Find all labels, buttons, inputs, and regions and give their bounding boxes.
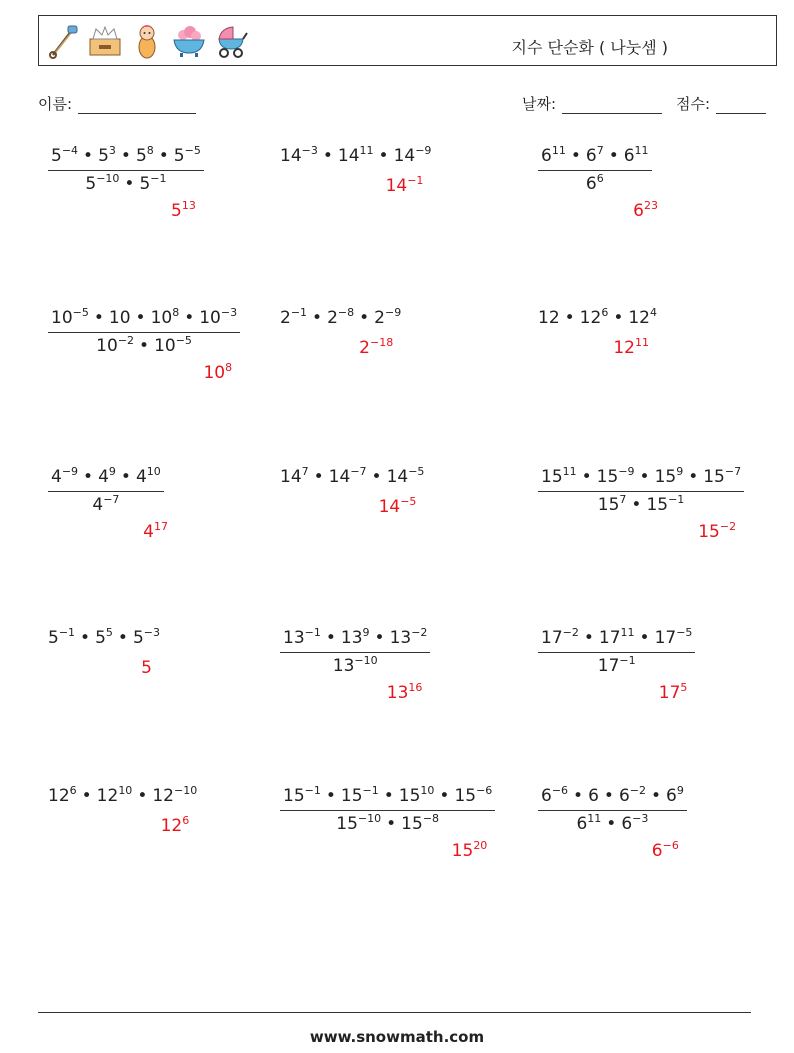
answer xyxy=(171,201,196,221)
exponent: 8 xyxy=(146,144,154,157)
fraction xyxy=(48,146,204,194)
exponent: 5 xyxy=(105,626,113,639)
base: 12 xyxy=(152,786,174,806)
base: 5 xyxy=(85,174,97,194)
footer-website: www.snowmath.com xyxy=(309,1028,485,1046)
denominator xyxy=(280,810,495,834)
problem-expression xyxy=(538,467,744,515)
exponent: 11 xyxy=(620,626,635,639)
base: 2 xyxy=(327,308,338,328)
base: 10 xyxy=(154,336,176,356)
fraction xyxy=(280,786,495,834)
numerator xyxy=(538,786,687,810)
multiply-dot: • xyxy=(93,308,104,328)
base: 10 xyxy=(108,308,131,328)
answer xyxy=(659,683,688,703)
date-blank[interactable] xyxy=(562,97,662,114)
exponent: 8 xyxy=(225,361,233,374)
exponent: 9 xyxy=(362,626,370,639)
problem-expression xyxy=(280,467,424,487)
numerator xyxy=(48,308,240,332)
base: 4 xyxy=(51,467,62,487)
exponent: −2 xyxy=(719,520,737,533)
multiply-dot: • xyxy=(581,467,592,487)
exponent: −10 xyxy=(357,812,382,825)
base: 14 xyxy=(385,176,408,196)
base: 5 xyxy=(141,658,152,678)
name-field xyxy=(38,93,196,114)
multiply-dot: • xyxy=(120,467,131,487)
base: 2 xyxy=(374,308,385,328)
multiply-dot: • xyxy=(583,628,594,648)
answer xyxy=(386,176,424,196)
denominator xyxy=(538,652,695,676)
base: 10 xyxy=(150,308,173,328)
exponent: 6 xyxy=(596,172,604,185)
fraction xyxy=(538,146,652,194)
base: 5 xyxy=(135,146,147,166)
exponent: 10 xyxy=(146,465,161,478)
exponent: −5 xyxy=(72,306,89,319)
denominator xyxy=(48,332,240,356)
date-field xyxy=(522,93,662,114)
exponent: 16 xyxy=(408,681,423,694)
problem-expression xyxy=(538,146,652,194)
base: 6 xyxy=(621,814,633,834)
multiply-dot: • xyxy=(688,467,699,487)
exponent: 7 xyxy=(619,493,627,506)
exponent: 6 xyxy=(601,306,609,319)
base: 15 xyxy=(283,786,305,806)
exponent: 11 xyxy=(634,336,649,349)
baby-bath-icon xyxy=(171,23,207,59)
base: 14 xyxy=(378,497,401,517)
multiply-dot: • xyxy=(83,467,94,487)
base: 15 xyxy=(340,786,363,806)
exponent: 10 xyxy=(420,784,435,797)
multiply-dot: • xyxy=(639,467,650,487)
fraction xyxy=(538,628,695,676)
base: 6 xyxy=(585,174,597,194)
problem-expression xyxy=(538,308,657,328)
exponent: −5 xyxy=(400,495,417,508)
base: 6 xyxy=(618,786,630,806)
multiply-dot: • xyxy=(139,336,150,356)
multiply-dot: • xyxy=(650,786,662,806)
exponent: −10 xyxy=(354,654,378,667)
denominator xyxy=(538,491,744,515)
score-blank[interactable] xyxy=(716,97,766,114)
base: 10 xyxy=(199,308,221,328)
base: 12 xyxy=(628,308,650,328)
exponent: −9 xyxy=(384,306,402,319)
product xyxy=(280,467,424,487)
exponent: 17 xyxy=(154,520,168,533)
base: 13 xyxy=(283,628,305,648)
base: 6 xyxy=(588,786,599,806)
exponent: −3 xyxy=(301,144,318,157)
base: 17 xyxy=(658,683,681,703)
base: 12 xyxy=(48,786,70,806)
multiply-dot: • xyxy=(124,174,135,194)
base: 15 xyxy=(336,814,358,834)
multiply-dot: • xyxy=(359,308,370,328)
base: 15 xyxy=(703,467,725,487)
exponent: −3 xyxy=(143,626,160,639)
exponent: 6 xyxy=(182,814,190,827)
problem-expression xyxy=(538,786,687,834)
multiply-dot: • xyxy=(573,786,584,806)
multiply-dot: • xyxy=(378,146,389,166)
multiply-dot: • xyxy=(80,628,91,648)
denominator xyxy=(48,170,204,194)
exponent: −9 xyxy=(61,465,79,478)
exponent: 11 xyxy=(587,812,602,825)
base: 4 xyxy=(143,522,154,542)
base: 5 xyxy=(173,146,185,166)
multiply-dot: • xyxy=(606,814,617,834)
exponent: −10 xyxy=(96,172,120,185)
exponent: −10 xyxy=(173,784,198,797)
denominator xyxy=(538,810,687,834)
base: 15 xyxy=(541,467,563,487)
base: 13 xyxy=(340,628,363,648)
base: 5 xyxy=(139,174,151,194)
base: 12 xyxy=(160,816,183,836)
base: 17 xyxy=(654,628,677,648)
base: 5 xyxy=(48,628,59,648)
exponent: −1 xyxy=(668,493,685,506)
exponent: −18 xyxy=(369,336,394,349)
numerator xyxy=(48,467,164,491)
base: 14 xyxy=(328,467,351,487)
exponent: −6 xyxy=(662,839,679,852)
answer xyxy=(141,658,152,678)
numerator xyxy=(538,628,695,652)
base: 6 xyxy=(541,146,552,166)
exponent: −7 xyxy=(103,493,120,506)
exponent: 11 xyxy=(562,465,577,478)
name-label: 이름: xyxy=(38,95,73,113)
multiply-dot: • xyxy=(371,467,382,487)
exponent: 20 xyxy=(473,839,488,852)
numerator xyxy=(280,786,495,810)
exponent: −9 xyxy=(415,144,432,157)
answer xyxy=(359,338,393,358)
exponent: −5 xyxy=(175,334,192,347)
exponent: −1 xyxy=(304,784,321,797)
answer xyxy=(452,841,488,861)
base: 4 xyxy=(92,495,104,515)
answer xyxy=(698,522,736,542)
exponent: −3 xyxy=(220,306,238,319)
base: 13 xyxy=(386,683,409,703)
exponent: 5 xyxy=(680,681,688,694)
multiply-dot: • xyxy=(639,628,650,648)
date-label: 날짜: xyxy=(522,95,557,113)
problem-expression xyxy=(280,786,495,834)
base: 6 xyxy=(576,814,588,834)
base: 14 xyxy=(393,146,416,166)
base: 15 xyxy=(597,495,620,515)
multiply-dot: • xyxy=(374,628,385,648)
tissue-box-icon xyxy=(87,23,123,59)
exponent: −3 xyxy=(632,812,649,825)
exponent: 3 xyxy=(108,144,116,157)
exponent: −2 xyxy=(562,626,579,639)
multiply-dot: • xyxy=(564,308,575,328)
base: 5 xyxy=(95,628,106,648)
exponent: −4 xyxy=(61,144,79,157)
baby-stroller-icon xyxy=(213,23,249,59)
footer-divider xyxy=(38,1012,751,1013)
multiply-dot: • xyxy=(117,628,128,648)
base: 15 xyxy=(454,786,477,806)
answer xyxy=(387,683,423,703)
multiply-dot: • xyxy=(184,308,195,328)
answer xyxy=(161,816,190,836)
multiply-dot: • xyxy=(313,467,324,487)
base: 15 xyxy=(401,814,423,834)
base: 12 xyxy=(579,308,602,328)
product xyxy=(538,308,657,328)
fraction xyxy=(48,308,240,356)
name-blank[interactable] xyxy=(78,97,196,114)
base: 13 xyxy=(332,656,355,676)
base: 12 xyxy=(96,786,119,806)
multiply-dot: • xyxy=(312,308,323,328)
multiply-dot: • xyxy=(631,495,642,515)
exponent: −7 xyxy=(350,465,367,478)
exponent: 9 xyxy=(108,465,116,478)
exponent: 9 xyxy=(676,465,684,478)
score-field xyxy=(676,93,766,114)
base: 6 xyxy=(585,146,597,166)
exponent: −8 xyxy=(337,306,355,319)
problem-expression xyxy=(48,146,204,194)
problem-expression xyxy=(538,628,695,676)
base: 6 xyxy=(651,841,663,861)
base: 14 xyxy=(280,146,302,166)
exponent: −1 xyxy=(619,654,636,667)
base: 5 xyxy=(98,146,109,166)
product xyxy=(48,628,160,648)
base: 12 xyxy=(538,308,560,328)
base: 15 xyxy=(654,467,677,487)
exponent: 7 xyxy=(596,144,604,157)
product xyxy=(280,146,431,166)
base: 15 xyxy=(698,522,720,542)
exponent: −1 xyxy=(304,626,321,639)
multiply-dot: • xyxy=(603,786,614,806)
base: 14 xyxy=(386,467,409,487)
base: 14 xyxy=(337,146,360,166)
base: 4 xyxy=(98,467,109,487)
exponent: −2 xyxy=(411,626,428,639)
multiply-dot: • xyxy=(135,308,146,328)
multiply-dot: • xyxy=(81,786,92,806)
numerator xyxy=(280,628,430,652)
problem-expression xyxy=(48,786,197,806)
base: 2 xyxy=(280,308,291,328)
base: 15 xyxy=(398,786,421,806)
base: 10 xyxy=(96,336,118,356)
problem-expression xyxy=(48,467,164,515)
multiply-dot: • xyxy=(386,814,397,834)
exponent: −6 xyxy=(551,784,569,797)
answer xyxy=(379,497,417,517)
exponent: −1 xyxy=(58,626,76,639)
fraction xyxy=(538,467,744,515)
base: 13 xyxy=(389,628,412,648)
numerator xyxy=(538,467,744,491)
base: 5 xyxy=(51,146,62,166)
multiply-dot: • xyxy=(613,308,624,328)
exponent: 23 xyxy=(644,199,658,212)
denominator xyxy=(280,652,430,676)
base: 6 xyxy=(666,786,677,806)
multiply-dot: • xyxy=(325,786,336,806)
exponent: −5 xyxy=(184,144,201,157)
base: 6 xyxy=(541,786,552,806)
exponent: −1 xyxy=(290,306,308,319)
multiply-dot: • xyxy=(325,628,336,648)
base: 4 xyxy=(135,467,147,487)
exponent: −5 xyxy=(408,465,425,478)
exponent: −7 xyxy=(724,465,742,478)
exponent: −5 xyxy=(676,626,693,639)
header-icons xyxy=(45,20,249,62)
base: 2 xyxy=(359,338,370,358)
exponent: −1 xyxy=(407,174,424,187)
multiply-dot: • xyxy=(322,146,333,166)
product xyxy=(280,308,401,328)
exponent: −8 xyxy=(422,812,440,825)
exponent: 9 xyxy=(676,784,684,797)
exponent: −2 xyxy=(629,784,646,797)
exponent: 10 xyxy=(118,784,133,797)
safety-pin-icon xyxy=(45,23,81,59)
base: 14 xyxy=(280,467,302,487)
problem-expression xyxy=(48,308,240,356)
problem-expression xyxy=(280,146,431,166)
fraction xyxy=(538,786,687,834)
multiply-dot: • xyxy=(383,786,394,806)
denominator xyxy=(538,170,652,194)
problem-expression xyxy=(280,308,401,328)
swaddled-baby-icon xyxy=(129,23,165,59)
base: 17 xyxy=(597,656,620,676)
exponent: 11 xyxy=(551,144,566,157)
exponent: 11 xyxy=(634,144,649,157)
fraction xyxy=(48,467,164,515)
exponent: −6 xyxy=(476,784,493,797)
answer xyxy=(613,338,649,358)
base: 10 xyxy=(203,363,226,383)
exponent: 8 xyxy=(172,306,180,319)
exponent: 4 xyxy=(649,306,657,319)
worksheet-header xyxy=(38,15,777,66)
exponent: 13 xyxy=(181,199,196,212)
multiply-dot: • xyxy=(608,146,619,166)
denominator xyxy=(48,491,164,515)
base: 15 xyxy=(451,841,474,861)
exponent: 7 xyxy=(301,465,309,478)
exponent: −1 xyxy=(150,172,167,185)
base: 15 xyxy=(596,467,619,487)
answer xyxy=(633,201,658,221)
base: 5 xyxy=(171,201,182,221)
multiply-dot: • xyxy=(439,786,450,806)
base: 10 xyxy=(51,308,73,328)
answer xyxy=(203,363,232,383)
base: 17 xyxy=(541,628,563,648)
problem-expression xyxy=(48,628,160,648)
problem-expression xyxy=(280,628,430,676)
base: 15 xyxy=(646,495,669,515)
multiply-dot: • xyxy=(120,146,131,166)
base: 17 xyxy=(598,628,621,648)
product xyxy=(48,786,197,806)
answer xyxy=(143,522,168,542)
exponent: 11 xyxy=(359,144,374,157)
exponent: −1 xyxy=(362,784,379,797)
exponent: −9 xyxy=(618,465,635,478)
numerator xyxy=(48,146,204,170)
multiply-dot: • xyxy=(83,146,94,166)
exponent: −2 xyxy=(117,334,135,347)
multiply-dot: • xyxy=(570,146,581,166)
base: 6 xyxy=(623,146,635,166)
score-label: 점수: xyxy=(676,95,711,113)
base: 6 xyxy=(633,201,644,221)
worksheet-title: 지수 단순화 ( 나눗셈 ) xyxy=(511,38,668,57)
answer xyxy=(652,841,679,861)
multiply-dot: • xyxy=(158,146,169,166)
numerator xyxy=(538,146,652,170)
fraction xyxy=(280,628,430,676)
base: 12 xyxy=(613,338,635,358)
exponent: 6 xyxy=(69,784,77,797)
multiply-dot: • xyxy=(137,786,148,806)
base: 5 xyxy=(132,628,144,648)
